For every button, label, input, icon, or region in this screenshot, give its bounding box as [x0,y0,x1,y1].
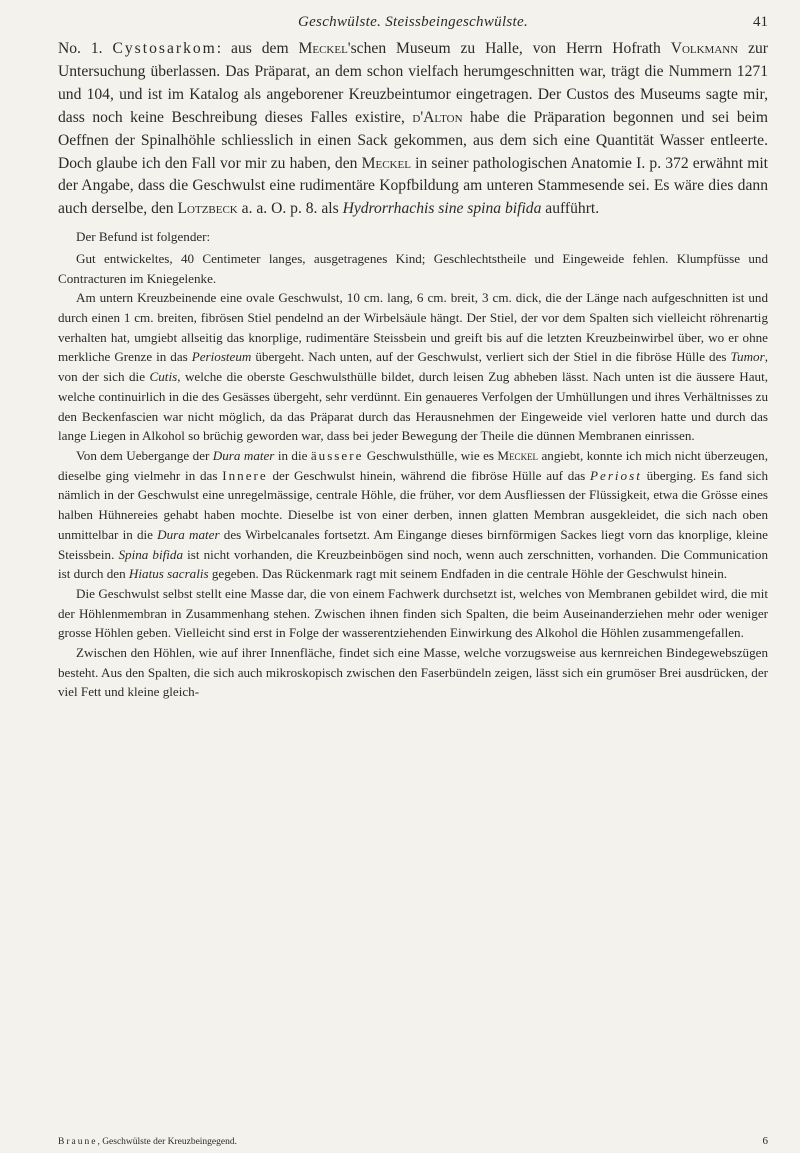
page-footer [58,1136,768,1148]
running-title: Geschwülste. Steissbeingeschwülste. [297,14,529,30]
footer-author: Braune [58,1137,98,1147]
latin-term: Spina bifida [118,546,183,562]
findings-paragraph: Von dem Uebergange der Dura mater in die äussere Geschwulsthülle, wie es Meckel angiebt, konnte ich mich nicht überzeugen, dieselbe ging vielmehr in das Innere der Geschwulst hinein, während die fibröse Hülle auf das Periost überging. Es fand sich nämlich in der Geschwulst eine unregelmässige, centrale Höhle, die früher, vor dem Ausfliessen der Flüssigkeit, etwa die Grösse eines halben Hühnereies gehabt haben mochte. Dieselbe ist von einer derben, innen glatten Membran ausgekleidet, die sich nach oben unmittelbar in die Dura mater des Wirbelcanales fortsetzt. Am Eingange dieses birnförmigen Sackes liegt vorn das knorplige, kleine Steissbein. Spina bifida ist nicht vorhanden, die Kreuzbeinbögen sind noch, wenn auch zerschnitten, vorhanden. Die Communication ist durch den Hiatus sacralis gegeben. Das Rückenmark ragt mit seinem Endfaden in die centrale Höhle der Geschwulst hinein. [58,447,769,582]
emphasis: Periost [590,467,642,483]
latin-term: Tumor [730,349,765,365]
emphasis: äussere [310,447,364,463]
findings-section [58,227,768,702]
latin-term: Periosteum [191,349,252,365]
latin-term: Hiatus sacralis [128,566,209,582]
findings-lead: Der Befund ist folgender: [76,229,211,245]
case-number: No. 1. [58,40,103,57]
footer-book-title: , Geschwülste der Kreuzbeingegend. [97,1137,237,1147]
page [58,14,768,702]
case-description [58,38,768,221]
author-name: Meckel [497,447,539,463]
signature-mark: 6 [762,1135,768,1147]
emphasis: Innere [222,467,268,483]
author-name: Lotzbeck [177,200,238,218]
author-name: Meckel [298,40,348,57]
latin-term: Hydrorrhachis sine spina bifida [342,200,542,218]
case-title: Cystosarkom [112,40,217,57]
author-name: Meckel [361,154,411,172]
findings-paragraph: Die Geschwulst selbst stellt eine Masse dar, die von einem Fachwerk durchsetzt ist, welches von Membranen gebildet wird, die mit der Höhlenmembran in Zusammenhang stehen. Zwischen ihnen finden sich Spalten, die beim Auseinanderziehen mehr oder weniger grosse Höhlen geben. Vielleicht sind erst in Folge der wasserentziehenden Einwirkung des Alkohol die Höhlen zusammengefallen. [58,585,768,641]
running-header [58,14,768,36]
findings-paragraph: Gut entwickeltes, 40 Centimeter langes, ausgetragenes Kind; Geschlechtstheile und Eingeweide fehlen. Klumpfüsse und Contracturen im Kniegelenke. [58,250,768,286]
findings-paragraph: Am untern Kreuzbeinende eine ovale Geschwulst, 10 cm. lang, 6 cm. breit, 3 cm. dick, die der Länge nach aufgeschnitten ist und durch einen 1 cm. breiten, fibrösen Stiel pendelnd an der Wirbelsäule hängt. Der Stiel, der vor dem Spalten sich vielleicht röhrenartig verhalten hat, umgiebt allseitig das knorplige, rudimentäre Steissbein und greift bis auf die letzten Kreuzbeinwirbel über, wo er ohne merkliche Grenze in das Periosteum übergeht. Nach unten, auf der Geschwulst, verliert sich der Stiel in die fibröse Hülle des Tumor, von der sich die Cutis, welche die oberste Geschwulsthülle bildet, durch leisen Zug abheben lässt. Nach unten ist die äussere Haut, welche continuirlich in die des Gesässes übergeht, sehr verdünnt. Ein genaueres Verfolgen der Umhüllungen und ihres Verhältnisses zu den Beckenfascien war nicht möglich, da das Präparat durch das Herausnehmen der Eingeweide viel verloren hatte und durch das lange Liegen in Alkohol so brüchig geworden war, dass bei jeder Bewegung der Theile die dünnen Membranen einrissen. [58,290,768,444]
author-name: d'Alton [412,108,463,126]
latin-term: Dura mater [212,447,275,463]
author-name: Volkmann [670,40,739,57]
findings-paragraph: Zwischen den Höhlen, wie auf ihrer Innenfläche, findet sich eine Masse, welche vorzugsweise aus kernreichen Bindegewebszügen besteht. Aus den Spalten, die sich auch mikroskopisch zwischen den Faserbündeln zeigen, lässt sich ein grumöser Brei ausdrücken, der viel Fett und kleine gleich- [58,645,768,700]
latin-term: Dura mater [157,526,220,542]
case-paragraph: No. 1. Cystosarkom: aus dem Meckel'schen Museum zu Halle, von Herrn Hofrath Volkmann zur Untersuchung überlassen. Das Präparat, an dem schon vielfach herumgeschnitten war, trägt die Nummern 1271 und 104, und ist im Katalog als angeborener Kreuzbeintumor eingetragen. Der Custos des Museums sagte mir, dass noch keine Beschreibung dieses Falles existire, d'Alton habe die Präparation begonnen und sei beim Oeffnen der Spinalhöhle schliesslich in einen Sack gekommen, aus dem sich eine Quantität Wasser entleerte. Doch glaube ich den Fall vor mir zu haben, den Meckel in seiner pathologischen Anatomie I. p. 372 erwähnt mit der Angabe, dass die Geschwulst eine rudimentäre Kopfbildung am unteren Stammesende sei. Es wäre dies dann auch derselbe, den Lotzbeck a. a. O. p. 8. als Hydrorrhachis sine spina bifida aufführt. [58,40,768,218]
latin-term: Cutis [149,369,178,385]
page-number: 41 [753,14,768,30]
